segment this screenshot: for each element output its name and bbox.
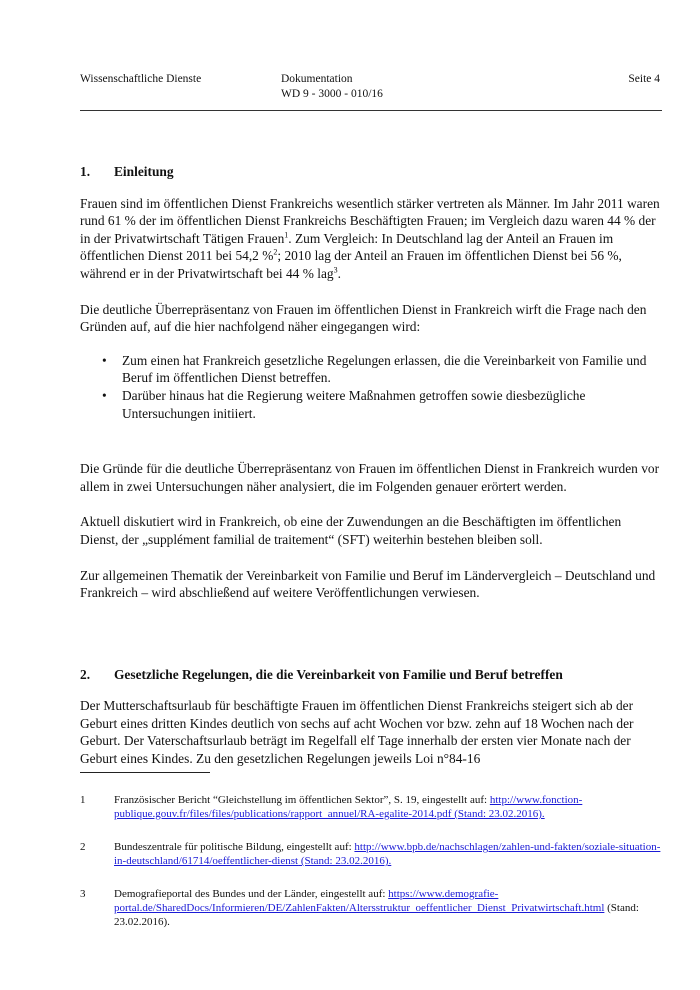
footnote-ref-1[interactable]: 1 [284,230,289,240]
header-department: Wissenschaftliche Dienste [80,73,202,85]
p1-text-b: . Zum Vergleich: In Deutschland lag der Anteil an Frauen im öffentlichen Dienst 2011 bei 54,2 % [80,230,614,264]
header-page-number: Seite 4 [628,73,660,85]
footnote-3 [80,887,662,929]
p1-text-d: . [337,265,341,281]
list-item [102,387,662,422]
section-2-heading [80,666,662,684]
bullet-icon: • [102,352,107,368]
section-1-paragraph-1 [80,195,662,283]
reasons-list [80,352,662,422]
section-1-number: 1. [80,164,91,179]
header-divider [80,110,662,111]
footnote-text: Bundeszentrale für politische Bildung, eingestellt auf: [114,841,355,853]
footnote-date: (Stand: 23.02.2016). [298,855,392,867]
footnote-link[interactable]: https://www.demografie-portal.de/SharedDocs/Informieren/DE/ZahlenFakten/Altersstruktur_oeffentlicher_Dienst_Privatwirtschaft.html [114,888,605,914]
footnote-number: 3 [80,888,86,900]
footnote-date: (Stand: 23.02.2016). [451,808,545,820]
section-2-number: 2. [80,666,91,682]
footnote-2 [80,840,662,868]
footnote-text: Französischer Bericht “Gleichstellung im öffentlichen Sektor”, S. 19, eingestellt auf: [114,794,490,806]
header-doc-number: WD 9 - 3000 - 010/16 [281,88,383,100]
footnote-ref-3[interactable]: 3 [333,265,338,275]
section-1-title: Einleitung [114,164,174,179]
section-2-paragraph-1: Der Mutterschaftsurlaub für beschäftigte Frauen im öffentlichen Dienst Frankreichs steigert sich ab der Geburt eines dritten Kindes deutlich von sechs auf acht Wochen vor bzw. zehn auf 18 Wochen nach der Geburt. Der Vaterschaftsurlaub beträgt im Regelfall elf Tage innerhalb der ersten vier Monate nach der Geburt eines Kindes. Zu den gesetzlichen Regelungen jeweils Loi n°84-16 [80,698,634,767]
header-doc-info [281,72,383,102]
footnote-divider [80,772,210,773]
p1-text-c: ; 2010 lag der Anteil an Frauen im öffentlichen Dienst bei 56 %, während er in der Privatwirtschaft bei 44 % lag [80,248,622,281]
section-1-paragraph-5: Zur allgemeinen Thematik der Vereinbarkeit von Familie und Beruf im Ländervergleich – Deutschland und Frankreich – wird abschließend auf weitere Veröffentlichungen verwiesen. [80,567,656,601]
list-item-text: Zum einen hat Frankreich gesetzliche Regelungen erlassen, die die Vereinbarkeit von Familie und Beruf im öffentlichen Dienst betreffen. [122,352,647,386]
footnote-1 [80,793,662,821]
section-1-paragraph-4: Aktuell diskutiert wird in Frankreich, ob eine der Zuwendungen an die Beschäftigten im öffentlichen Dienst, der „supplément familial de traitement“ (SFT) weiterhin bestehen bleiben soll. [80,514,622,547]
bullet-icon: • [102,387,107,403]
footnotes [80,793,662,948]
p1-text-a: Frauen sind im öffentlichen Dienst Frankreichs wesentlich stärker vertreten als Männer. Im Jahr 2011 waren rund 61 % der im öffentlichen Dienst Frankreichs Beschäftigten Frauen; im Vergleich dazu waren 44 % der in der Privatwirtschaft Tätigen Frauen [80,195,660,246]
footnote-ref-2[interactable]: 2 [273,247,278,257]
section-1-heading [80,163,662,181]
header-doc-type: Dokumentation [281,73,353,85]
footnote-link[interactable]: http://www.fonction-publique.gouv.fr/files/files/publications/rapport_annuel/RA-egalite-2014.pdf [114,794,583,820]
footnote-text: Demografieportal des Bundes und der Länder, eingestellt auf: [114,888,389,900]
section-1-paragraph-3: Die Gründe für die deutliche Überrepräsentanz von Frauen im öffentlichen Dienst in Frankreich wurden vor allem in zwei Untersuchungen näher analysiert, die im Folgenden genauer erörtert werden. [80,461,660,494]
footnote-number: 1 [80,794,86,806]
footnote-link[interactable]: http://www.bpb.de/nachschlagen/zahlen-und-fakten/soziale-situation-in-deutschland/61714/oeffentlicher-dienst [114,841,661,867]
section-2-title: Gesetzliche Regelungen, die die Vereinbarkeit von Familie und Beruf betreffen [114,666,563,682]
list-item-text: Darüber hinaus hat die Regierung weitere Maßnahmen getroffen sowie diesbezügliche Untersuchungen initiiert. [122,387,586,421]
footnote-number: 2 [80,841,86,853]
footnote-date: (Stand: 23.02.2016). [114,902,639,928]
main-content [80,163,662,768]
section-1-paragraph-2: Die deutliche Überrepräsentanz von Frauen im öffentlichen Dienst in Frankreich wirft die Frage nach den Gründen auf, auf die hier nachfolgend näher eingegangen wird: [80,301,647,335]
list-item [102,352,662,387]
